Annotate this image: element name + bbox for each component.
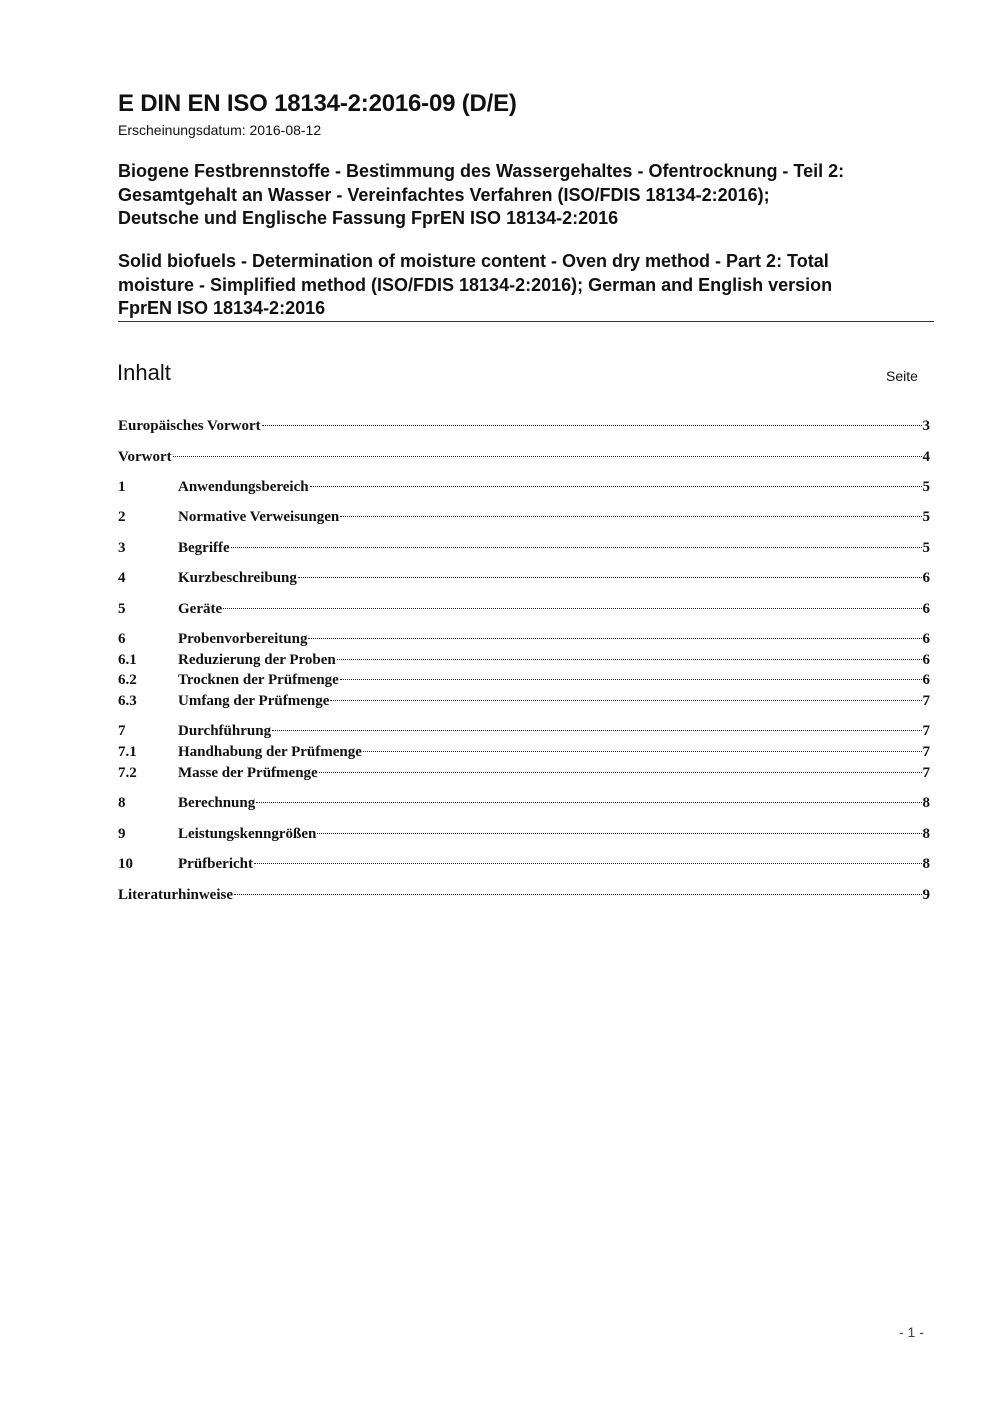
toc-entry-title: Trocknen der Prüfmenge [178, 672, 339, 688]
toc-entry[interactable] [118, 631, 930, 651]
toc-entry-number: 9 [118, 826, 126, 842]
toc-entry[interactable] [118, 693, 930, 713]
toc-entry-page: 3 [922, 418, 930, 434]
title-english-line: Solid biofuels - Determination of moisture content - Oven dry method - Part 2: Total [118, 251, 829, 271]
toc-entry-title: Leistungskenngrößen [178, 826, 317, 842]
toc-entry[interactable] [118, 765, 930, 785]
toc-entry-title: Reduzierung der Proben [178, 652, 336, 668]
toc-entry-title: Umfang der Prüfmenge [178, 693, 330, 709]
toc-leader [256, 802, 921, 803]
toc-leader [262, 425, 922, 426]
toc-entry-title: Handhabung der Prüfmenge [178, 744, 362, 760]
title-german-line: Biogene Festbrennstoffe - Bestimmung des Wassergehaltes - Ofentrocknung - Teil 2: [118, 161, 845, 181]
toc-entry-page: 7 [922, 744, 930, 760]
title-german-line: Gesamtgehalt an Wasser - Vereinfachtes Verfahren (ISO/FDIS 18134-2:2016); [118, 184, 770, 205]
toc-entry-page: 6 [922, 570, 930, 586]
toc-entry-page: 8 [922, 795, 930, 811]
toc-leader [340, 679, 922, 680]
toc-leader [223, 608, 921, 609]
toc-entry-title: Masse der Prüfmenge [178, 765, 318, 781]
title-english-line: FprEN ISO 18134-2:2016 [118, 298, 326, 318]
toc-entry[interactable] [118, 887, 930, 907]
toc-entry-page: 7 [922, 765, 930, 781]
toc-leader [272, 730, 921, 731]
toc-entry-number: 7 [118, 723, 126, 739]
toc-entry-number: 5 [118, 601, 126, 617]
toc-entry[interactable] [118, 570, 930, 590]
toc-entry-page: 8 [922, 826, 930, 842]
toc-entry-number: 3 [118, 540, 126, 556]
document-id: E DIN EN ISO 18134-2:2016-09 (D/E) [118, 90, 517, 117]
toc-leader [308, 638, 921, 639]
toc-page-label: Seite [886, 368, 918, 384]
toc-entry-title: Prüfbericht [178, 856, 253, 872]
toc-entry[interactable] [118, 826, 930, 846]
toc-entry-page: 8 [922, 856, 930, 872]
toc-leader [231, 547, 922, 548]
toc-entry[interactable] [118, 856, 930, 876]
toc-entry-page: 9 [922, 887, 930, 903]
toc-entry[interactable] [118, 540, 930, 560]
toc-entry-page: 6 [922, 631, 930, 647]
toc-entry-title: Vorwort [118, 449, 172, 465]
page-number: - 1 - [899, 1324, 924, 1340]
toc-entry[interactable] [118, 601, 930, 621]
toc-heading: Inhalt [117, 360, 171, 385]
toc-entry-number: 2 [118, 509, 126, 525]
toc-leader [363, 751, 922, 752]
toc-entry-page: 6 [922, 601, 930, 617]
toc-entry-number: 7.1 [118, 744, 137, 760]
toc-leader [234, 894, 922, 895]
toc-entry-title: Geräte [178, 601, 223, 617]
issue-date: Erscheinungsdatum: 2016-08-12 [118, 122, 322, 138]
toc-leader [330, 700, 921, 701]
toc-entry-page: 6 [922, 672, 930, 688]
toc-leader [173, 456, 922, 457]
toc-entry-title: Normative Verweisungen [178, 509, 340, 525]
toc-entry[interactable] [118, 744, 930, 764]
toc-entry-title: Berechnung [178, 795, 256, 811]
toc-entry[interactable] [118, 795, 930, 815]
toc-entry-number: 7.2 [118, 765, 137, 781]
toc-entry-page: 7 [922, 693, 930, 709]
toc-entry[interactable] [118, 652, 930, 672]
toc-entry-number: 6 [118, 631, 126, 647]
toc-entry-page: 5 [922, 540, 930, 556]
toc-entry-number: 6.1 [118, 652, 137, 668]
toc-leader [317, 833, 921, 834]
toc-entry-title: Begriffe [178, 540, 230, 556]
header-divider [118, 321, 934, 322]
toc-entry[interactable] [118, 509, 930, 529]
title-german [118, 160, 938, 231]
toc-entry-number: 6.2 [118, 672, 137, 688]
toc-leader [254, 863, 922, 864]
toc-leader [310, 486, 922, 487]
toc-leader [337, 659, 922, 660]
toc-entry-number: 8 [118, 795, 126, 811]
title-german-line: Deutsche und Englische Fassung FprEN ISO 18134-2:2016 [118, 208, 619, 228]
toc-entry-title: Kurzbeschreibung [178, 570, 297, 586]
toc-entry-page: 4 [922, 449, 930, 465]
toc-entry[interactable] [118, 449, 930, 469]
toc-leader [340, 516, 921, 517]
toc-entry[interactable] [118, 479, 930, 499]
toc-entry-title: Anwendungsbereich [178, 479, 309, 495]
toc-entry-page: 5 [922, 479, 930, 495]
toc-entry-number: 10 [118, 856, 133, 872]
toc-entry-title: Probenvorbereitung [178, 631, 308, 647]
toc-entry-page: 6 [922, 652, 930, 668]
toc-entry-title: Europäisches Vorwort [118, 418, 261, 434]
toc-leader [319, 772, 922, 773]
toc-entry[interactable] [118, 723, 930, 743]
title-english [118, 250, 938, 321]
title-english-line: moisture - Simplified method (ISO/FDIS 18134-2:2016); German and English version [118, 274, 833, 295]
toc-entry-title: Literaturhinweise [118, 887, 233, 903]
toc-entry-title: Durchführung [178, 723, 272, 739]
toc-entry[interactable] [118, 672, 930, 692]
toc-entry-page: 5 [922, 509, 930, 525]
toc-entry-number: 1 [118, 479, 126, 495]
toc-entry-page: 7 [922, 723, 930, 739]
toc-entry-number: 4 [118, 570, 126, 586]
toc-entry-number: 6.3 [118, 693, 137, 709]
toc-leader [298, 577, 922, 578]
toc-entry[interactable] [118, 418, 930, 438]
